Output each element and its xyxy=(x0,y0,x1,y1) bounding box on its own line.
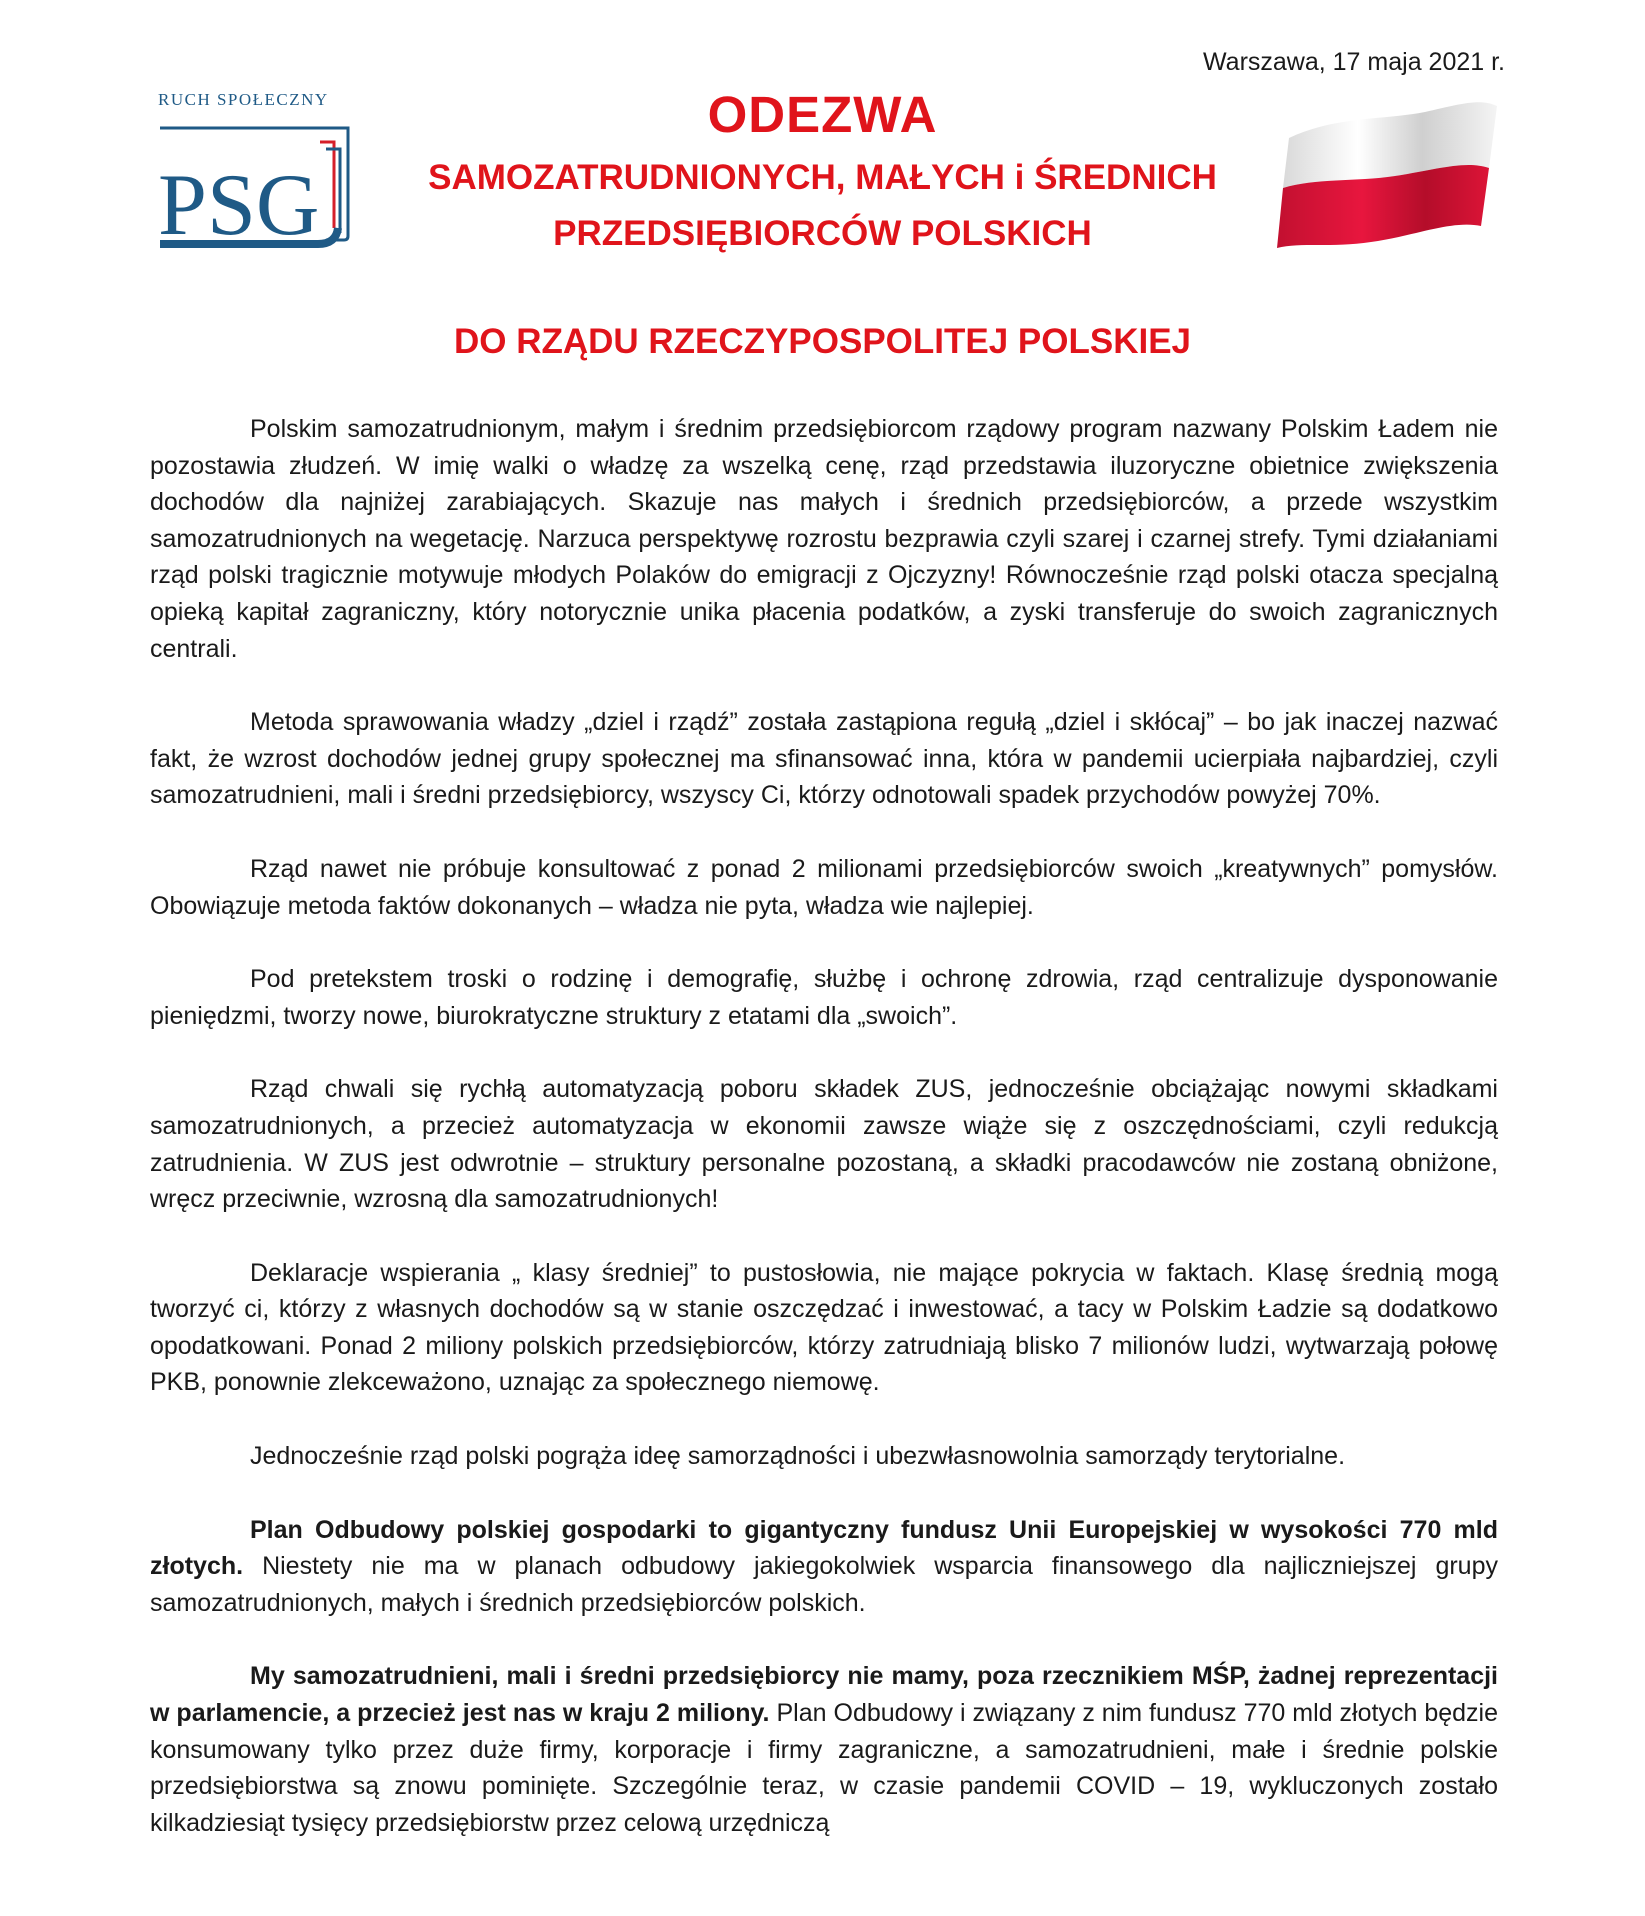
paragraph-2: Metoda sprawowania władzy „dziel i rządź” została zastąpiona regułą „dziel i skłócaj” – bo jak inaczej nazwać fakt, że wzrost dochodów jednej grupy społecznej ma sfinansować inna, która w pandemii ucierpiała najbardziej, czyli samozatrudnieni, mali i średni przedsiębiorcy, wszyscy Ci, którzy odnotowali spadek przychodów powyżej 70%. xyxy=(150,708,1498,810)
letter-body xyxy=(150,411,1498,1841)
document-date: Warszawa, 17 maja 2021 r. xyxy=(1203,48,1505,76)
paragraph-5: Rząd chwali się rychłą automatyzacją poboru składek ZUS, jednocześnie obciążając nowymi składkami samozatrudnionych, a przecież automatyzacja w ekonomii zawsze wiąże się z oszczędnościami, czyli redukcją zatrudnienia. W ZUS jest odwrotnie – struktury personalne pozostaną, a składki pracodawców nie zostaną obniżone, wręcz przeciwnie, wzrosną dla samozatrudnionych! xyxy=(150,1075,1498,1214)
addressee-heading: DO RZĄDU RZECZYPOSPOLITEJ POLSKIEJ xyxy=(453,322,1192,361)
paragraph-7: Jednocześnie rząd polski pogrąża ideę samorządności i ubezwłasnowolnia samorządy terytorialne. xyxy=(250,1442,1346,1471)
paragraph-8 xyxy=(150,1512,1498,1622)
paragraph-9-rest: Plan Odbudowy i związany z nim fundusz 770 mld złotych będzie konsumowany tylko przez duże firmy, korporacje i firmy zagraniczne, a samozatrudnieni, małe i średnie polskie przedsiębiorstwa są znowu pominięte. Szczególnie teraz, w czasie pandemii COVID – 19, wykluczonych zostało kilkadziesiąt tysięcy przedsiębiorstw przez celową urzędniczą xyxy=(150,1699,1498,1837)
title-main: ODEZWA xyxy=(707,86,938,143)
logo-caption: RUCH SPOŁECZNY xyxy=(158,90,329,109)
paragraph-9-bold: My samozatrudnieni, mali i średni przedsiębiorcy nie mamy, poza rzecznikiem MŚP, żadnej reprezentacji w parlamencie, a przecież jest nas w kraju 2 miliony. xyxy=(150,1662,1498,1728)
paragraph-3: Rząd nawet nie próbuje konsultować z ponad 2 milionami przedsiębiorców swoich „kreatywnych” pomysłów. Obowiązuje metoda faktów dokonanych – władza nie pyta, władza wie najlepiej. xyxy=(150,854,1498,920)
title-line-2: SAMOZATRUDNIONYCH, MAŁYCH i ŚREDNICH xyxy=(428,158,1217,197)
paragraph-8-bold: Plan Odbudowy polskiej gospodarki to gigantyczny fundusz Unii Europejskiej w wysokości 770 mld złotych. xyxy=(150,1515,1498,1581)
logo-letters: PSG xyxy=(158,157,320,254)
paragraph-6: Deklaracje wspierania „ klasy średniej” to pustosłowia, nie mające pokrycia w faktach. Klasę średnią mogą tworzyć ci, którzy z własnych dochodów są w stanie oszczędzać i inwestować, a tacy w Polskim Ładzie są dodatkowo opodatkowani. Ponad 2 miliony polskich przedsiębiorców, którzy zatrudniają blisko 7 milionów ludzi, wytwarzają połowę PKB, ponownie zlekceważono, uznając za społecznego niemowę. xyxy=(150,1258,1498,1397)
title-line-3: PRZEDSIĘBIORCÓW POLSKICH xyxy=(553,214,1092,253)
paragraph-1: Polskim samozatrudnionym, małym i średnim przedsiębiorcom rządowy program nazwany Polskim Ładem nie pozostawia złudzeń. W imię walki o władzę za wszelką cenę, rząd przedstawia iluzoryczne obietnice zwiększenia dochodów dla najniżej zarabiających. Skazuje nas małych i średnich przedsiębiorców, a przede wszystkim samozatrudnionych na wegetację. Narzuca perspektywę rozrostu bezprawia czyli szarej i czarnej strefy. Tymi działaniami rząd polski tragicznie motywuje młodych Polaków do emigracji z Ojczyzny! Równocześnie rząd polski otacza specjalną opieką kapitał zagraniczny, który notorycznie unika płacenia podatków, a zyski transferuje do swoich zagranicznych centrali. xyxy=(150,415,1498,663)
paragraph-4: Pod pretekstem troski o rodzinę i demografię, służbę i ochronę zdrowia, rząd centralizuje dysponowanie pieniędzmi, tworzy nowe, biurokratyczne struktury z etatami dla „swoich”. xyxy=(150,965,1498,1030)
paragraph-9 xyxy=(150,1658,1498,1841)
paragraph-8-rest: Niestety nie ma w planach odbudowy jakiegokolwiek wsparcia finansowego dla najliczniejszej grupy samozatrudnionych, małych i średnich przedsiębiorców polskich. xyxy=(150,1552,1498,1617)
